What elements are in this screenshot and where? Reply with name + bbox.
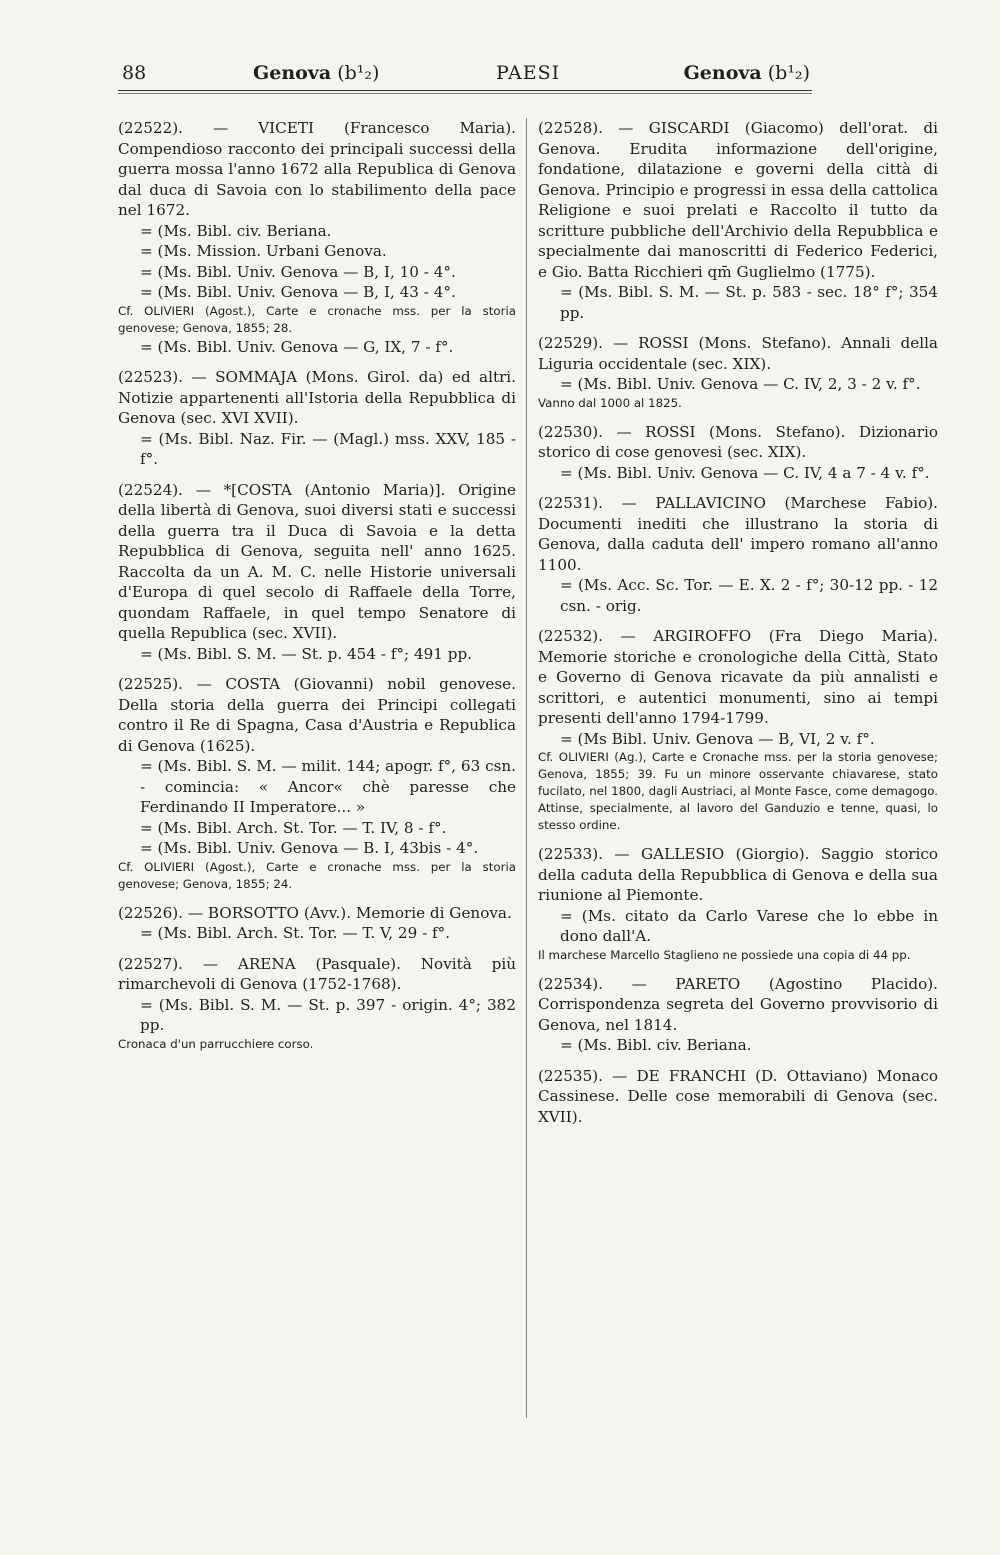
entry-22531 [538, 493, 938, 616]
column-divider [526, 118, 527, 1418]
entry-note: Cf. OLIVIERI (Agost.), Carte e cronache mss. per la storia genovese; Genova, 1855; 28. [118, 303, 516, 335]
location-line: = (Ms. Bibl. Univ. Genova — G, IX, 7 - f°. [140, 337, 454, 356]
entry-text: (22534). — PARETO (Agostino Placido). Corrispondenza segreta del Governo provvisorio di Genova, nel 1814. [538, 974, 938, 1034]
entry-text: (22523). — SOMMAJA (Mons. Girol. da) ed altri. Notizie appartenenti all'Istoria della Repubblica di Genova (sec. XVI XVII). [118, 368, 516, 427]
entry-text: (22524). — *[COSTA (Antonio Maria)]. Origine della libertà di Genova, suoi diversi stati e successi della guerra tra il Duca di Savoia e la detta Repubblica di Genova, seguita nell' anno 1625. Raccolta da un A. M. C. nelle Historie universali d'Europa di quel secolo di Raffaele della Torre, quondam Raffaele, in quel tempo Senatore di quella Republica (sec. XVII). [118, 480, 516, 642]
entry-22529 [538, 333, 938, 412]
entry-text: (22522). — VICETI (Francesco Maria). Compendioso racconto dei principali successi della guerra mossa l'anno 1672 alla Republica di Genova dal duca di Savoia con lo stabilimento della pace nel 1672. [118, 119, 516, 219]
header-rule-double [118, 93, 812, 94]
location-line: = (Ms. Bibl. civ. Beriana. [560, 1036, 752, 1054]
entry-22528 [538, 118, 938, 323]
header-right: Genova (b¹₂) [683, 62, 810, 84]
location-line: = (Ms. Bibl. S. M. — St. p. 454 - f°; 491 pp. [140, 644, 473, 663]
header-rule [118, 90, 812, 91]
location-line: = (Ms. citato da Carlo Varese che lo ebbe in dono dall'A. [560, 906, 938, 945]
location-line: = (Ms. Bibl. Univ. Genova — B, I, 43 - 4°. [140, 283, 456, 301]
location-line: = (Ms. Bibl. Univ. Genova — B, I, 10 - 4°. [140, 262, 456, 281]
entry-22524 [118, 480, 516, 665]
location-line: = (Ms Bibl. Univ. Genova — B, VI, 2 v. f°. [560, 729, 875, 748]
entry-22532 [538, 626, 938, 834]
entry-22535 [538, 1066, 938, 1128]
entry-note: Cronaca d'un parrucchiere corso. [118, 1036, 314, 1051]
location-line: = (Ms. Bibl. Naz. Fir. — (Magl.) mss. XXV, 185 - f°. [140, 429, 516, 468]
entry-note: Cf. OLIVIERI (Ag.), Carte e Cronache mss. per la storia genovese; Genova, 1855; 39. Fu un minore osservante chiavarese, stato fucilato, nel 1800, dagli Austriaci, al Monte Fasce, come demagogo. Attinse, specialmente, al lavoro del Ganduzio e tenne, quasi, lo stesso ordine. [538, 750, 938, 832]
right-column [538, 118, 938, 1133]
entry-text: (22531). — PALLAVICINO (Marchese Fabio). Documenti inediti che illustrano la storia di Genova, dalla caduta dell' impero romano all'anno 1100. [538, 494, 938, 574]
location-line: = (Ms. Acc. Sc. Tor. — E. X. 2 - f°; 30-12 pp. - 12 csn. - orig. [560, 576, 938, 615]
entry-22530 [538, 422, 938, 484]
entry-22522 [118, 118, 516, 357]
location-line: = (Ms. Bibl. Univ. Genova — C. IV, 2, 3 - 2 v. f°. [560, 375, 921, 393]
header-center: PAESI [496, 62, 561, 84]
location-line: = (Ms. Bibl. Arch. St. Tor. — T. IV, 8 - f°. [140, 818, 447, 837]
entry-22527 [118, 954, 516, 1053]
entry-text: (22530). — ROSSI (Mons. Stefano). Dizionario storico di cose genovesi (sec. XIX). [538, 422, 938, 461]
entry-22526 [118, 903, 516, 944]
location-line: = (Ms. Bibl. S. M. — milit. 144; apogr. f°, 63 csn. - comincia: « Ancor« chè paresse che Ferdinando II Imperatore... » [140, 757, 516, 816]
entry-text: (22527). — ARENA (Pasquale). Novità più rimarchevoli di Genova (1752-1768). [118, 954, 516, 993]
entry-22534 [538, 974, 938, 1056]
entry-note: Vanno dal 1000 al 1825. [538, 395, 682, 410]
entry-text: (22532). — ARGIROFFO (Fra Diego Maria). Memorie storiche e cronologiche della Città, Stato e Governo di Genova ricavate da più annalisti e scrittori, e autentici monumenti, sino ai tempi presenti dell'anno 1794-1799. [538, 627, 938, 727]
entry-text: (22535). — DE FRANCHI (D. Ottaviano) Monaco Cassinese. Delle cose memorabili di Genova (sec. XVII). [538, 1066, 938, 1126]
left-column [118, 118, 516, 1059]
entry-note: Cf. OLIVIERI (Agost.), Carte e cronache mss. per la storia genovese; Genova, 1855; 24. [118, 859, 516, 891]
header-left: Genova (b¹₂) [253, 62, 380, 84]
entry-text: (22528). — GISCARDI (Giacomo) dell'orat. di Genova. Erudita informazione dell'origine, fondatione, dilatazione e governi della città di Genova. Principio e progressi in essa della cattolica Religione e suoi prelati e Raccolto il tutto da scritture pubbliche dell'Archivio della Repubblica e specialmente dai manoscritti di Federico Federici, e Gio. Batta Ricchieri qm̄ Guglielmo (1775). [538, 119, 938, 281]
entry-text: (22525). — COSTA (Giovanni) nobil genovese. Della storia della guerra dei Principi collegati contro il Re di Spagna, Casa d'Austria e Republica di Genova (1625). [118, 675, 516, 755]
running-header [118, 58, 818, 88]
page-number: 88 [122, 62, 147, 84]
location-line: = (Ms. Bibl. S. M. — St. p. 397 - origin. 4°; 382 pp. [140, 995, 516, 1034]
entry-note: Il marchese Marcello Staglieno ne possiede una copia di 44 pp. [538, 947, 911, 962]
entry-text: (22526). — BORSOTTO (Avv.). Memorie di Genova. [118, 903, 512, 922]
location-line: = (Ms. Bibl. Univ. Genova — B. I, 43bis - 4°. [140, 839, 479, 857]
location-line: = (Ms. Bibl. S. M. — St. p. 583 - sec. 18° f°; 354 pp. [560, 283, 938, 322]
entry-22523 [118, 367, 516, 470]
entry-text: (22533). — GALLESIO (Giorgio). Saggio storico della caduta della Repubblica di Genova e della sua riunione al Piemonte. [538, 845, 938, 904]
location-line: = (Ms. Bibl. Univ. Genova — C. IV, 4 a 7 - 4 v. f°. [560, 463, 930, 482]
entry-22533 [538, 844, 938, 964]
location-line: = (Ms. Mission. Urbani Genova. [140, 242, 387, 260]
location-line: = (Ms. Bibl. Arch. St. Tor. — T. V, 29 - f°. [140, 924, 451, 942]
location-line: = (Ms. Bibl. civ. Beriana. [140, 221, 332, 240]
entry-22525 [118, 674, 516, 893]
entry-text: (22529). — ROSSI (Mons. Stefano). Annali della Liguria occidentale (sec. XIX). [538, 334, 938, 373]
